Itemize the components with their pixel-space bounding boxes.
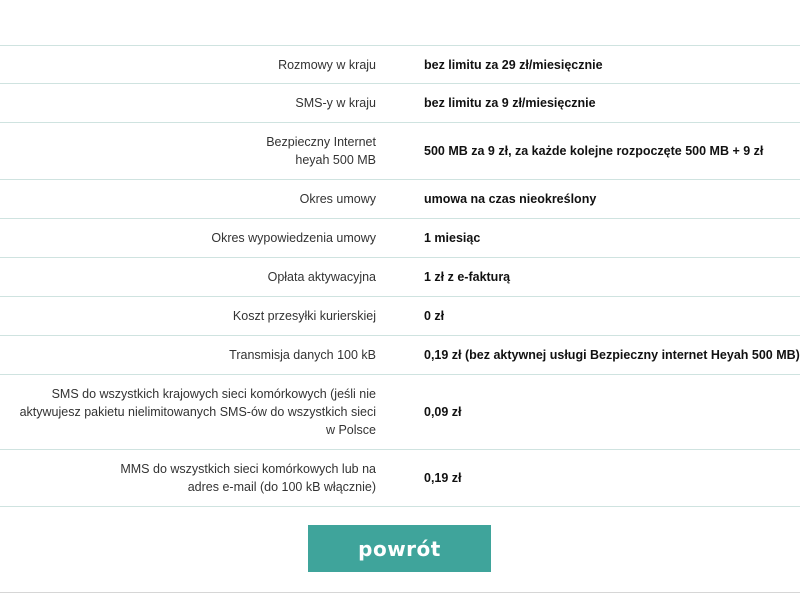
table-row: [0, 375, 800, 450]
table-row: [0, 46, 800, 84]
row-label: Koszt przesyłki kurierskiej: [232, 309, 376, 323]
row-label: MMS do wszystkich sieci komórkowych lub na adres e-mail (do 100 kB włącznie): [120, 462, 376, 494]
row-label: SMS-y w kraju: [295, 96, 376, 110]
row-label: SMS do wszystkich krajowych sieci komórkowych (jeśli nie aktywujesz pakietu nielimitowanych SMS-ów do wszystkich sieci w Polsce: [19, 387, 376, 437]
row-value: 0,09 zł: [424, 405, 462, 419]
row-label: Transmisja danych 100 kB: [229, 348, 376, 362]
table-row: [0, 297, 800, 336]
table-row: [0, 219, 800, 258]
row-label: Okres umowy: [299, 192, 376, 206]
row-value: 1 miesiąc: [424, 231, 481, 245]
row-value: bez limitu za 9 zł/miesięcznie: [424, 96, 596, 110]
row-value: 500 MB za 9 zł, za każde kolejne rozpoczęte 500 MB + 9 zł: [424, 144, 764, 158]
row-value: 0 zł: [424, 309, 445, 323]
row-value: 1 zł z e-fakturą: [424, 270, 511, 284]
row-label: Bezpieczny Internet heyah 500 MB: [266, 135, 376, 167]
row-value: umowa na czas nieokreślony: [424, 192, 597, 206]
row-value: 0,19 zł: [424, 471, 462, 485]
table-row: [0, 123, 800, 180]
table-row: [0, 258, 800, 297]
row-label: Opłata aktywacyjna: [267, 270, 376, 284]
table-row: [0, 84, 800, 123]
table-row: [0, 336, 800, 375]
back-button[interactable]: powrót: [308, 525, 491, 572]
table-row: [0, 180, 800, 219]
back-button-wrapper: [308, 525, 491, 572]
tariff-table: [0, 45, 800, 507]
row-label: Okres wypowiedzenia umowy: [211, 231, 376, 245]
table-row: [0, 450, 800, 507]
row-value: 0,19 zł (bez aktywnej usługi Bezpieczny internet Heyah 500 MB): [424, 348, 800, 362]
row-value: bez limitu za 29 zł/miesięcznie: [424, 57, 603, 72]
bottom-divider: [0, 592, 800, 593]
row-label: Rozmowy w kraju: [278, 57, 376, 72]
